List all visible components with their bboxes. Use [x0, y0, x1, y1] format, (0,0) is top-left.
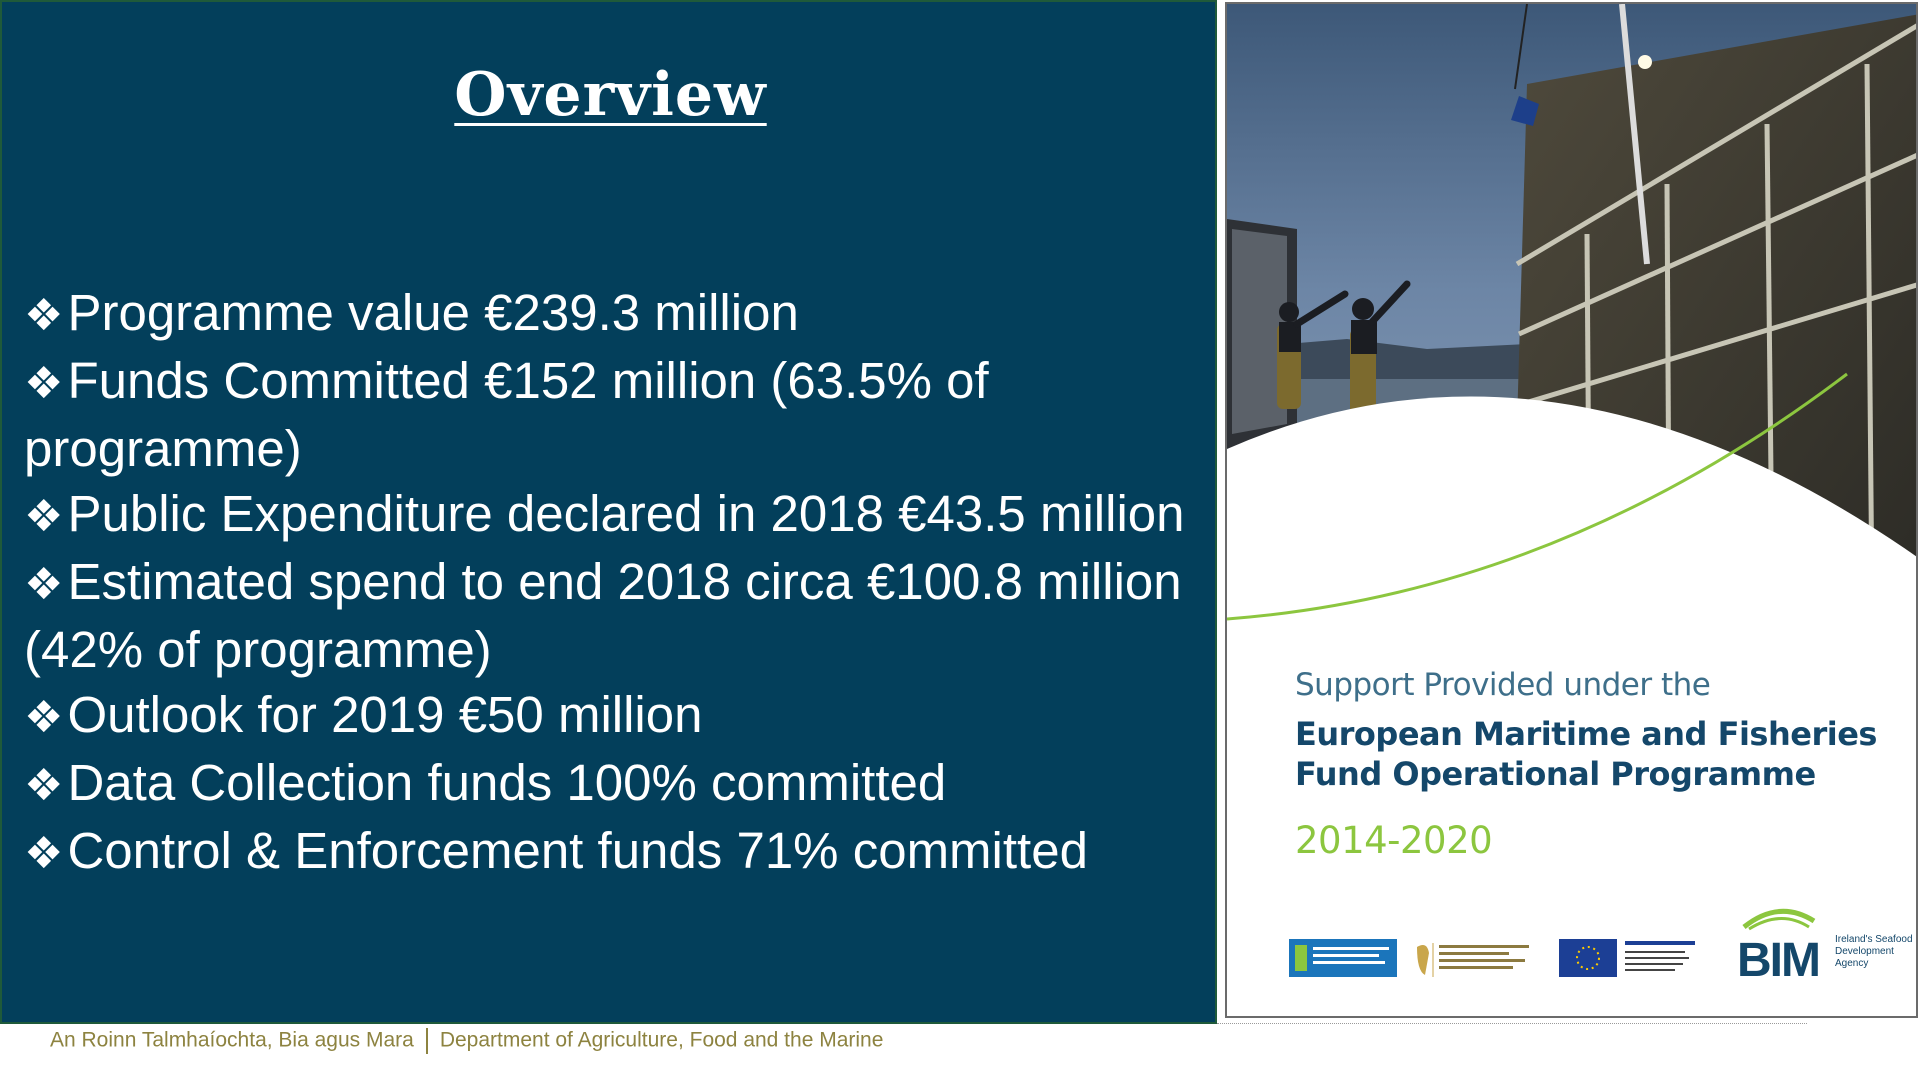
bim-tagline: Ireland's Seafood Development Agency — [1835, 934, 1913, 969]
diamond-bullet-icon: ❖ — [24, 692, 64, 743]
bim-wave-logo — [1744, 911, 1814, 929]
bullet-text: Public Expenditure declared in 2018 €43.5 million — [67, 485, 1185, 542]
bullet-list — [24, 280, 1204, 886]
diamond-bullet-icon: ❖ — [24, 760, 64, 811]
footer — [50, 1028, 883, 1054]
bullet-item — [24, 280, 1204, 348]
fishing-boat-photo — [1227, 4, 1918, 644]
bullet-item — [24, 818, 1204, 886]
bim-logo-text: BIM — [1737, 934, 1819, 987]
report-cover-image — [1225, 2, 1918, 1018]
bullet-text: Funds Committed €152 million (63.5% of programme) — [24, 352, 989, 477]
bullet-text: Data Collection funds 100% committed — [67, 754, 947, 811]
diamond-bullet-icon: ❖ — [24, 559, 64, 610]
footer-irish-text: An Roinn Talmhaíochta, Bia agus Mara — [50, 1028, 414, 1052]
bullet-text: Programme value €239.3 million — [67, 284, 799, 341]
bullet-item — [24, 481, 1204, 549]
bullet-item — [24, 549, 1204, 682]
footer-separator — [426, 1028, 428, 1054]
bullet-item — [24, 348, 1204, 481]
diamond-bullet-icon: ❖ — [24, 828, 64, 879]
cover-title: European Maritime and Fisheries Fund Operational Programme — [1295, 715, 1877, 793]
bullet-item — [24, 682, 1204, 750]
diamond-bullet-icon: ❖ — [24, 358, 64, 409]
bullet-text: Control & Enforcement funds 71% committed — [67, 822, 1088, 879]
harp-department-logo — [1417, 943, 1529, 977]
bullet-text: Outlook for 2019 €50 million — [67, 686, 703, 743]
ireland-eu-programme-logo — [1289, 939, 1397, 977]
bullet-item — [24, 750, 1204, 818]
eu-flag-logo — [1559, 939, 1695, 977]
diamond-bullet-icon: ❖ — [24, 491, 64, 542]
slide-title: Overview — [454, 60, 767, 130]
footer-english-text: Department of Agriculture, Food and the Marine — [439, 1028, 884, 1052]
cover-years: 2014-2020 — [1295, 819, 1493, 862]
bullet-text: Estimated spend to end 2018 circa €100.8 million (42% of programme) — [24, 553, 1182, 678]
cover-subtitle: Support Provided under the — [1295, 667, 1711, 703]
diamond-bullet-icon: ❖ — [24, 290, 64, 341]
footer-divider — [1217, 1023, 1807, 1024]
